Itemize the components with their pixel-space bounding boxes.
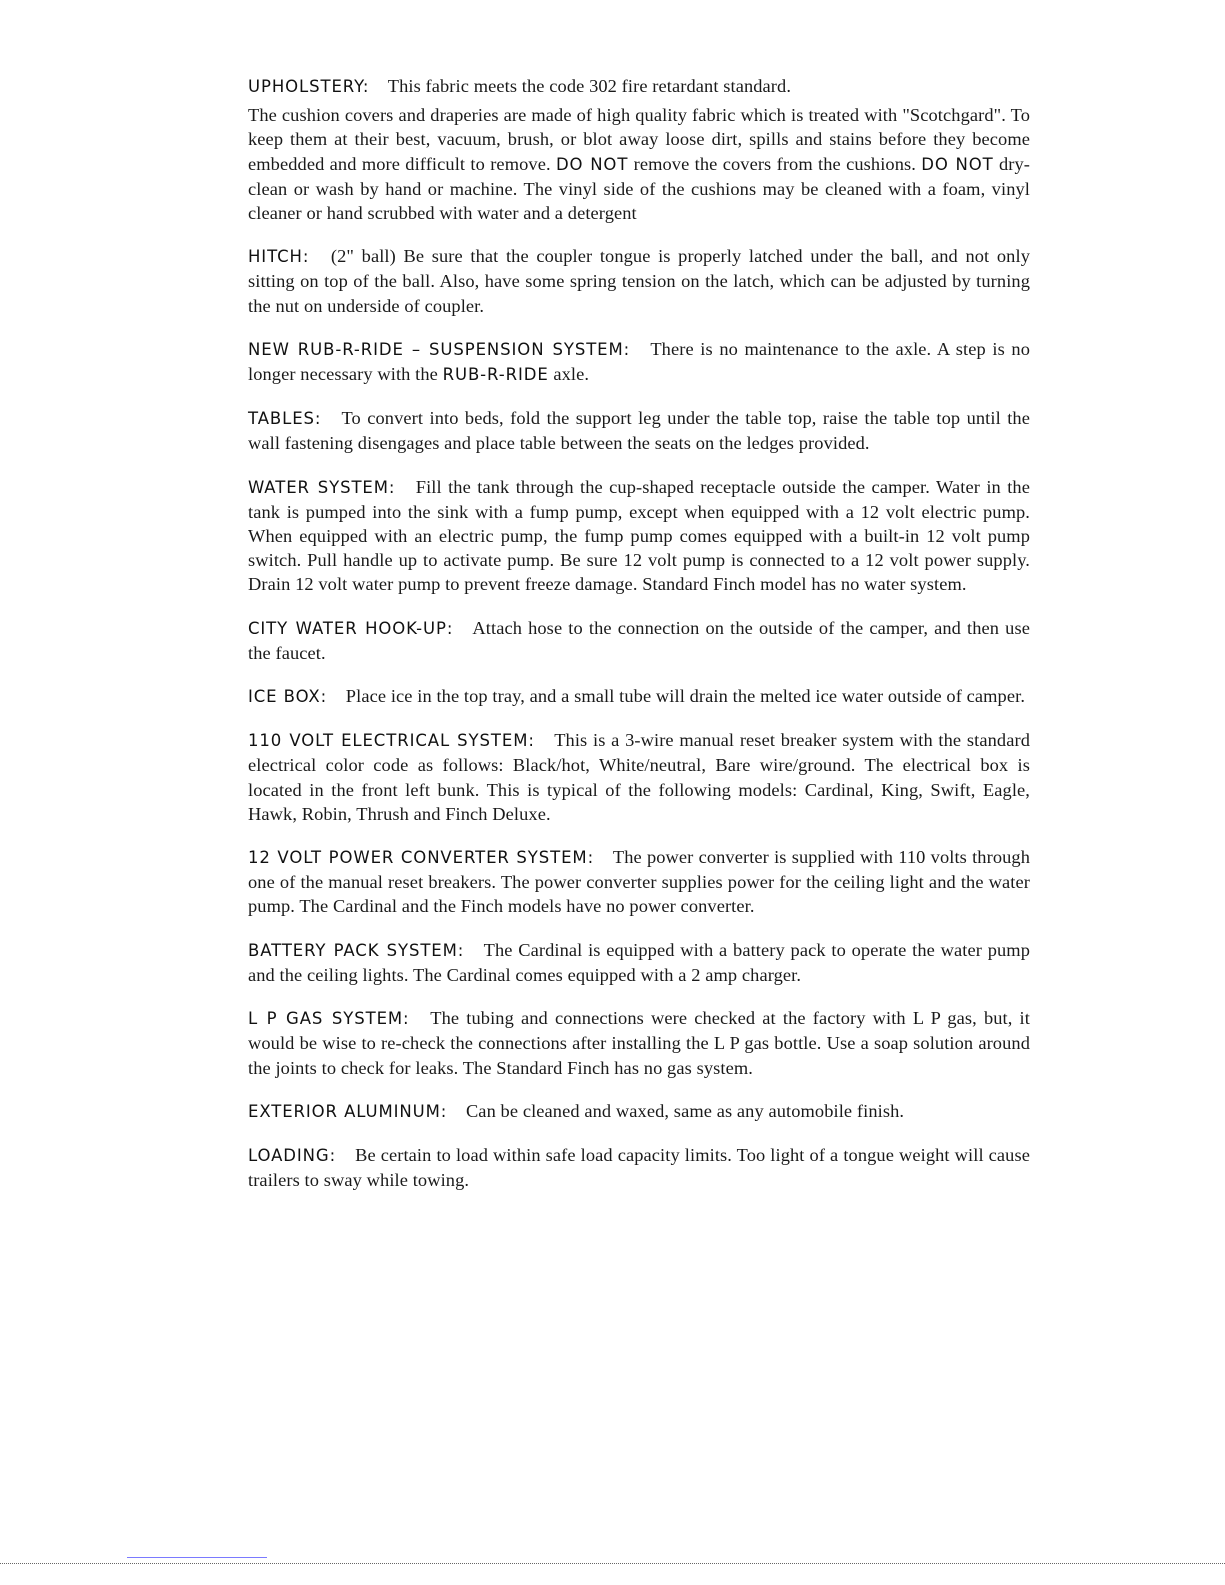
bottom-dotted-rule [0,1563,1225,1564]
hitch-heading: HITCH: [248,247,310,267]
section-battery-pack [248,938,1030,987]
upholstery-do-not-1: DO NOT [555,154,629,174]
upholstery-heading: UPHOLSTERY: [248,77,370,96]
section-hitch [248,244,1030,318]
bottom-link-rule [127,1557,267,1558]
city-water-text: Attach hose to the connection on the outside of the camper, and then use the faucet. [248,617,1030,663]
tables-heading: TABLES: [248,409,322,429]
section-water-system [248,475,1030,597]
upholstery-text-2: remove the covers from the cushions. [633,153,916,174]
lp-gas-heading: L P GAS SYSTEM: [248,1009,410,1029]
upholstery-do-not-2: DO NOT [921,154,994,174]
rub-r-ride-text: There is no maintenance to the axle. A step is no longer necessary with the [248,338,1030,385]
upholstery-intro: This fabric meets the code 302 fire retardant standard. [387,76,792,96]
section-converter-12 [248,845,1030,919]
rub-r-ride-heading: NEW RUB-R-RIDE – SUSPENSION SYSTEM: [248,339,631,359]
section-electrical-110 [248,728,1030,826]
hitch-text: (2" ball) Be sure that the coupler tongue is properly latched under the ball, and not only sitting on top of the ball. Also, have some spring tension on the latch, which can be adjusted by turning the nut on underside of coupler. [248,246,1030,316]
battery-pack-heading: BATTERY PACK SYSTEM: [248,940,465,960]
rub-r-ride-name: RUB-R-RIDE [442,365,549,385]
upholstery-text-1: The cushion covers and draperies are made of high quality fabric which is treated with "Scotchgard". To keep them at their best, vacuum, brush, or blot away loose dirt, spills and stains before they become embedded and more difficult to remove. [248,105,1030,174]
section-city-water [248,616,1030,665]
section-lp-gas [248,1006,1030,1080]
city-water-heading: CITY WATER HOOK-UP: [248,618,454,638]
water-system-text: Fill the tank through the cup-shaped receptacle outside the camper. Water in the tank is pumped into the sink with a fump pump, except when equipped with a 12 volt electric pump. When equipped with an electric pump, the fump pump comes equipped with a built-in 12 volt pump switch. Pull handle up to activate pump. Be sure 12 volt pump is connected to a 12 volt power supply. Drain 12 volt water pump to prevent freeze damage. Standard Finch model has no water system. [248,476,1030,595]
rub-r-ride-tail: axle. [553,364,590,385]
converter-12-text: The power converter is supplied with 110 volts through one of the manual reset breakers. The power converter supplies power for the ceiling light and the water pump. The Cardinal and the Finch models have no power converter. [248,847,1030,917]
section-tables [248,406,1030,455]
lp-gas-text: The tubing and connections were checked at the factory with L P gas, but, it would be wise to re-check the connections after installing the L P gas bottle. Use a soap solution around the joints to check for leaks. The Standard Finch has no gas system. [248,1008,1030,1078]
section-exterior-aluminum [248,1099,1030,1124]
ice-box-heading: ICE BOX: [248,687,328,707]
exterior-aluminum-heading: EXTERIOR ALUMINUM: [248,1101,448,1121]
manual-page [248,74,1030,1211]
upholstery-text-3: dry-clean or wash by hand or machine. The vinyl side of the cushions may be cleaned with a foam, vinyl cleaner or hand scrubbed with water and a detergent [248,153,1030,224]
tables-text: To convert into beds, fold the support leg under the table top, raise the table top until the wall fastening disengages and place table between the seats on the ledges provided. [248,408,1030,454]
section-rub-r-ride [248,337,1030,387]
battery-pack-text: The Cardinal is equipped with a battery pack to operate the water pump and the ceiling lights. The Cardinal comes equipped with a 2 amp charger. [248,939,1031,985]
section-upholstery [248,74,1030,225]
section-loading [248,1143,1030,1192]
electrical-110-heading: 110 VOLT ELECTRICAL SYSTEM: [248,731,535,751]
water-system-heading: WATER SYSTEM: [248,477,396,497]
electrical-110-text: This is a 3-wire manual reset breaker system with the standard electrical color code as follows: Black/hot, White/neutral, Bare wire/ground. The electrical box is located in the front left bunk. This is typical of the following models: Cardinal, King, Swift, Eagle, Hawk, Robin, Thrush and Finch Deluxe. [248,730,1030,824]
section-ice-box [248,684,1030,709]
loading-text: Be certain to load within safe load capacity limits. Too light of a tongue weight will cause trailers to sway while towing. [248,1144,1030,1191]
ice-box-text: Place ice in the top tray, and a small tube will drain the melted ice water outside of camper. [345,686,1026,707]
exterior-aluminum-text: Can be cleaned and waxed, same as any automobile finish. [465,1100,905,1121]
converter-12-heading: 12 VOLT POWER CONVERTER SYSTEM: [248,848,595,868]
loading-heading: LOADING: [248,1145,337,1165]
